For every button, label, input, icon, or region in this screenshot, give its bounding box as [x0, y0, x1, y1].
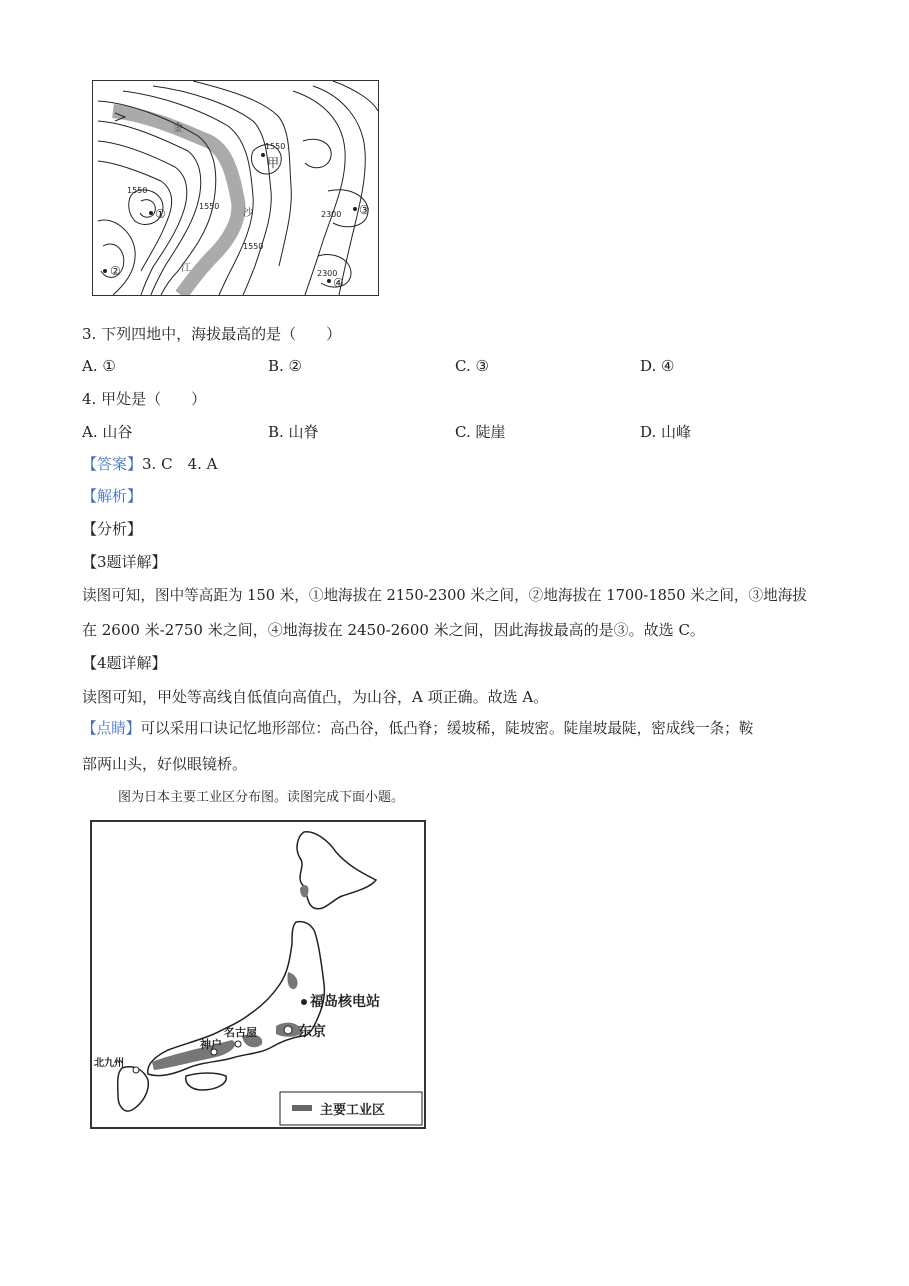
q3-detail-tag: 【3题详解】 — [82, 553, 167, 571]
question-4-stem: 4. 甲处是（ ） — [82, 390, 207, 408]
point-4: ④ — [333, 276, 344, 290]
point-2: ② — [110, 264, 121, 278]
contour-label: 1550 — [265, 142, 286, 151]
japan-industry-map — [90, 820, 426, 1129]
river-label: 金 — [173, 123, 183, 134]
point-1: ① — [155, 207, 166, 221]
analysis-tag: 【解析】 — [82, 487, 143, 505]
contour-label: 1550 — [127, 186, 148, 195]
label-nagoya: 名古屋 — [224, 1026, 257, 1039]
contour-label: 1550 — [243, 242, 264, 251]
dianjing-text: 可以采用口诀记忆地形部位：高凸谷，低凸脊；缓坡稀，陡坡密。陡崖坡最陡，密成线一条；鞍 — [140, 720, 754, 737]
intro-text: 图为日本主要工业区分布图。读图完成下面小题。 — [118, 790, 405, 805]
contour-label: 1550 — [199, 202, 220, 211]
river-label: 沙 — [243, 208, 253, 219]
contour-label: 2300 — [317, 269, 338, 278]
japan-map-svg — [92, 822, 424, 1127]
label-kobe: 神户 — [200, 1038, 222, 1051]
q3-detail-line1: 读图可知，图中等高距为 150 米，①地海拔在 2150-2300 米之间，②地海拔在 1700-1850 米之间，③地海拔 — [82, 587, 807, 604]
q3-option-b: B. ② — [268, 357, 303, 375]
contour-label: 2300 — [321, 210, 342, 219]
q4-option-b: B. 山脊 — [268, 423, 319, 441]
label-fukushima: 福岛核电站 — [310, 994, 380, 1010]
q3-option-d: D. ④ — [640, 357, 675, 375]
river-label: 江 — [181, 263, 191, 274]
question-3-stem: 3. 下列四地中，海拔最高的是（ ） — [82, 325, 342, 343]
point-3: ③ — [359, 203, 370, 217]
legend-label: 主要工业区 — [320, 1103, 386, 1118]
topographic-map — [92, 80, 379, 296]
dianjing-tag: 【点睛】 — [82, 720, 141, 737]
q4-option-a: A. 山谷 — [82, 423, 133, 441]
q3-option-c: C. ③ — [455, 357, 489, 375]
q3-detail-line2: 在 2600 米-2750 米之间，④地海拔在 2450-2600 米之间，因此海拔最高的是③。故选 C。 — [82, 621, 705, 639]
point-jia: 甲 — [267, 156, 280, 170]
q4-option-c: C. 陡崖 — [455, 423, 506, 441]
dianjing-line2: 部两山头，好似眼镜桥。 — [82, 755, 248, 773]
label-tokyo: 东京 — [298, 1024, 326, 1040]
q4-detail-line1: 读图可知，甲处等高线自低值向高值凸，为山谷，A 项正确。故选 A。 — [82, 688, 549, 706]
dianjing-line1 — [82, 718, 753, 740]
answer-tag: 【答案】 — [82, 455, 143, 473]
q3-option-a: A. ① — [82, 357, 116, 375]
answer-line — [82, 453, 218, 475]
topographic-map-svg — [93, 81, 378, 295]
q4-option-d: D. 山峰 — [640, 423, 692, 441]
answer-text: 3. C 4. A — [142, 455, 218, 473]
fenxi-tag: 【分析】 — [82, 520, 143, 538]
q4-detail-tag: 【4题详解】 — [82, 654, 167, 672]
label-kitakyushu: 北九州 — [94, 1058, 124, 1069]
